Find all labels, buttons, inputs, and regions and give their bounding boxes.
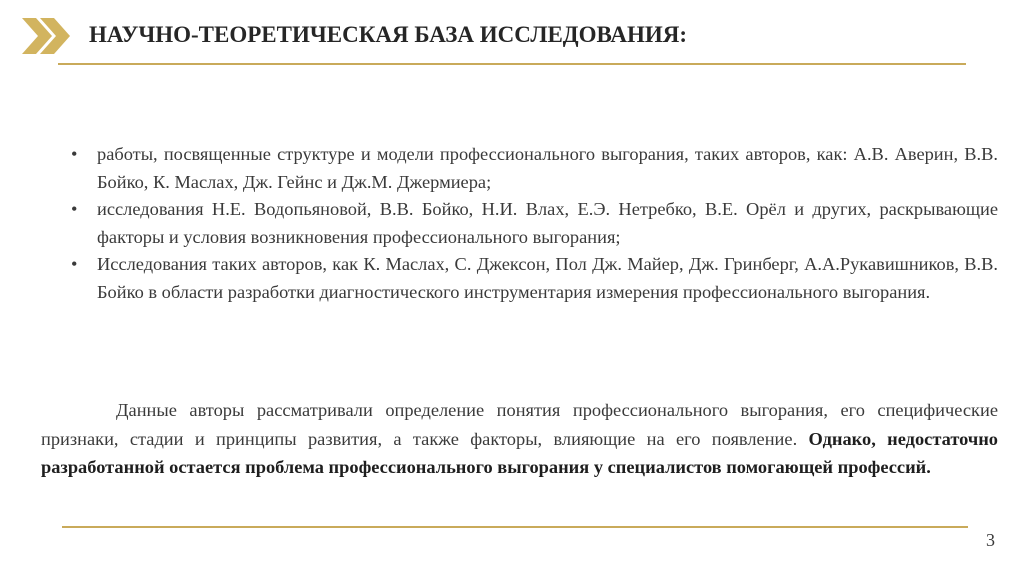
page-number: 3 [986, 530, 995, 550]
header-divider [58, 63, 966, 65]
bullet-text: исследования Н.Е. Водопьяновой, В.В. Бойко, Н.И. Влах, Е.Э. Нетребко, В.Е. Орёл и других, раскрывающие факторы и условия возникновения профессионального выгорания; [97, 199, 998, 247]
summary-regular-text: Данные авторы рассматривали определение понятия профессионального выгорания, его специфические признаки, стадии и принципы развития, а также факторы, влияющие на его появление. [41, 400, 998, 449]
bullet-item [68, 141, 998, 196]
bullet-marker: • [71, 254, 78, 274]
summary-paragraph [41, 396, 998, 482]
bullet-marker: • [71, 199, 78, 219]
slide-title: НАУЧНО-ТЕОРЕТИЧЕСКАЯ БАЗА ИССЛЕДОВАНИЯ: [89, 22, 688, 47]
bullet-item [68, 251, 998, 306]
footer-divider [62, 526, 968, 528]
summary-bold-text: Однако, недостаточно разработанной остается проблема профессионального выгорания у специалистов помогающей профессий. [41, 428, 998, 478]
bullet-text: Исследования таких авторов, как К. Маслах, С. Джексон, Пол Дж. Майер, Дж. Гринберг, А.А.Рукавишников, В.В. Бойко в области разработки диагностического инструментария измерения профессионального выгорания. [97, 254, 998, 302]
bullet-item [68, 196, 998, 251]
bullet-text: работы, посвященные структуре и модели профессионального выгорания, таких авторов, как: А.В. Аверин, В.В. Бойко, К. Маслах, Дж. Гейнс и Дж.М. Джермиера; [97, 144, 998, 192]
double-chevron-logo-icon [22, 18, 74, 54]
bullet-list [68, 141, 998, 306]
bullet-marker: • [71, 144, 78, 164]
